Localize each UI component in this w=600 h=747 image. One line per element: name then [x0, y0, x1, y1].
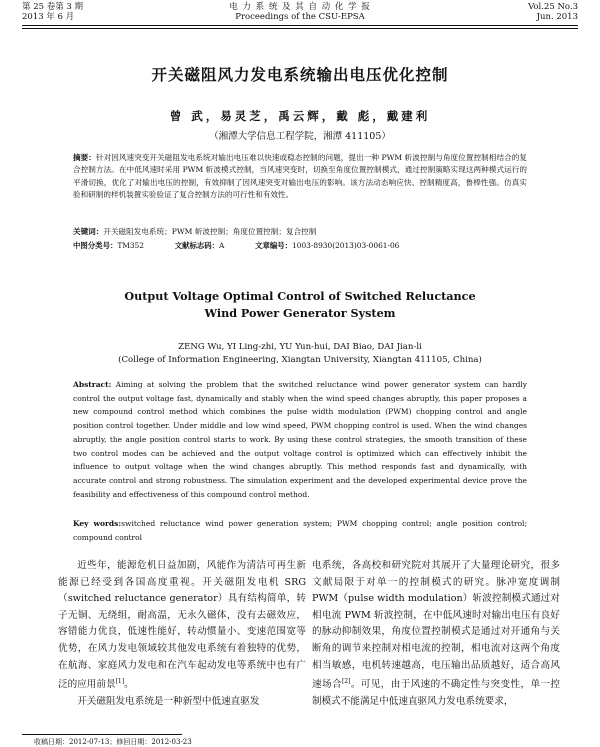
paper-title-cn: 开关磁阻风力发电系统输出电压优化控制: [151, 66, 449, 84]
body-text-tail: 。: [124, 679, 134, 691]
paper-title-en-line2: Wind Power Generator System: [204, 306, 396, 320]
header-rule-thin: [22, 28, 578, 29]
keywords-en-text: switched reluctance wind power generation system; PWM chopping control; angle position control; compound control: [73, 519, 527, 542]
clc-value: TM352: [117, 241, 144, 250]
body-paragraph: [312, 558, 560, 711]
issue-date-en: Jun. 2013: [536, 12, 578, 22]
body-text-tail: 。可见，由于风速的不确定性与突变性，单一控制模式不能满足中低速直驱风力发电系统要求，: [312, 679, 560, 707]
keywords-en: [73, 517, 527, 544]
abstract-en: [73, 378, 527, 501]
authors-cn: 曾 武，易灵芝，禹云辉，戴 彪，戴建利: [169, 109, 431, 123]
keywords-cn-text: 开关磁阻发电系统；PWM 斩波控制；角度位置控制；复合控制: [103, 227, 317, 236]
article-number-value: 1003-8930(2013)03-0061-06: [292, 241, 400, 250]
received-date-footnote: 收稿日期：2012-07-13；修回日期：2012-03-23: [34, 738, 192, 746]
paper-title-en: [0, 288, 600, 322]
journal-volume-en: [528, 2, 578, 22]
abstract-cn: [73, 152, 527, 202]
keywords-cn: [73, 226, 527, 238]
volume-number-en: Vol.25 No.3: [528, 2, 578, 12]
body-paragraph: 开关磁阻发电系统是一种新型中低速直驱发: [77, 695, 260, 707]
journal-name-cn: 电 力 系 统 及 其 自 动 化 学 报: [229, 2, 371, 12]
keywords-en-label: Key words:: [73, 519, 122, 528]
body-column-right: [312, 558, 560, 711]
body-paragraph: [58, 558, 306, 694]
body-column-left: [58, 558, 306, 711]
clc-label: 中图分类号：: [73, 241, 118, 250]
header-rule: [22, 25, 578, 26]
body-text: 近些年，能源危机日益加剧，风能作为清洁可再生新能源已经受到各国高度重视。开关磁阻发电机 SRG（switched reluctance generator）具有结构简单，转子无铜、无绕组，耐高温，无永久磁体，没有去磁效应，容错能力优良，低速性能好，转动惯量小、变速范围宽等优势，在风力发电领域较其他发电系统有着独特的优势，在航海、家庭风力发电和在汽车起动发电等系统中也有广泛的应用前景: [58, 560, 306, 691]
article-number-label: 文章编号：: [255, 241, 293, 250]
journal-name-en: Proceedings of the CSU-EPSA: [235, 12, 365, 22]
footnote-rule: [22, 734, 182, 735]
doc-code-label: 文献标志码：: [174, 241, 220, 250]
abstract-en-text: Aiming at solving the problem that the switched reluctance wind power generator system can hardly control the output voltage fast, dynamically and stably when the wind speed changes abruptly, this paper proposes a new compound control method which combines the pulse width modulation (PWM) chopping control and angle position control together. Under middle and low wind speed, PWM chopping control is used. When the wind changes abruptly, the angle position control starts to work. By using these control strategies, the smooth transition of these two control modes can be achieved and the output voltage control is optimized which can effectively inhibit the influence to output voltage when the wind changes abruptly. This method responds fast and dynamically, with accurate control and strong robustness. The simulation experiment and the developed experimental device prove the feasibility and effectiveness of this compound control method.: [73, 380, 528, 499]
authors-en: ZENG Wu, YI Ling-zhi, YU Yun-hui, DAI Biao, DAI Jian-li: [178, 342, 422, 352]
abstract-cn-text: 针对因风速突变开关磁阻发电系统对输出电压难以快速或稳态控制的问题，提出一种 PWM 斩波控制与角度位置控制相结合的复合控制方法。在中低风速时采用 PWM 斩波模式控制，当风速突变时，切换至角度位置控制模式，通过控制策略实现这两种模式运行的平滑切换，优化了对输出电压的控制，有效抑制了因风速突变对输出电压的影响。该方法动态响应快、控制精度高，鲁棒性强。仿真实验和研制的样机装置实验验证了复合控制方法的可行性和有效性。: [73, 153, 527, 200]
classification-cn: [73, 240, 527, 252]
volume-issue: 第 25 卷第 3 期: [22, 2, 84, 12]
paper-title-en-line1: Output Voltage Optimal Control of Switched Reluctance: [124, 289, 476, 303]
issue-date-cn: 2013 年 6 月: [22, 12, 75, 22]
body-text: 电系统，各高校和研究院对其展开了大量理论研究，很多文献局限于对单一的控制模式的研究。脉冲宽度调制 PWM（pulse width modulation）斩波控制模式通过对相电流 PWM 斩波控制，在中低风速时对输出电压有良好的脉动抑制效果，角度位置控制模式是通过对开通角与关断角的调节来控制对相电流的控制，相电流对这两个角度相当敏感，电机转速越高，电压输出品质越好，适合高风速场合: [312, 560, 560, 691]
abstract-cn-label: 摘要：: [73, 153, 96, 162]
running-header: [22, 2, 578, 24]
keywords-cn-label: 关键词：: [73, 227, 104, 236]
doc-code-value: A: [219, 241, 225, 250]
citation-ref: [1]: [115, 678, 125, 686]
affiliation-en: (College of Information Engineering, Xiangtan University, Xiangtan 411105, China): [118, 355, 482, 365]
abstract-en-label: Abstract:: [73, 380, 112, 389]
journal-name: [22, 2, 578, 22]
affiliation-cn: （湘潭大学信息工程学院，湘潭 411105）: [209, 131, 391, 142]
citation-ref: [2]: [341, 678, 351, 686]
